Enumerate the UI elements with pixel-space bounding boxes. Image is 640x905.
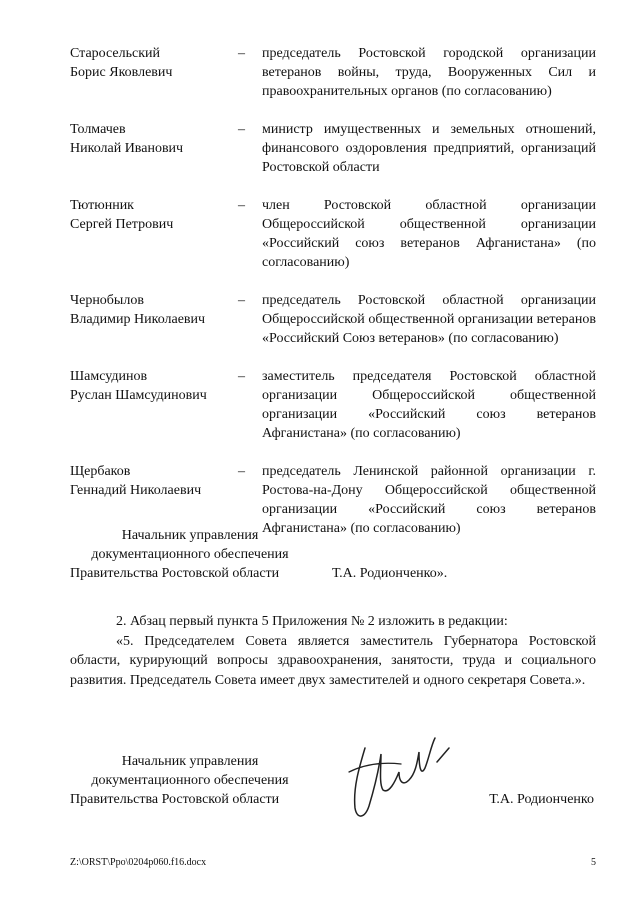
signatory-title-line: документационного обеспечения <box>91 773 289 788</box>
paragraph: 2. Абзац первый пункта 5 Приложения № 2 изложить в редакции: <box>116 614 508 629</box>
member-given-name: Борис Яковлевич <box>70 65 173 80</box>
member-surname: Щербаков <box>70 464 131 479</box>
member-given-name: Геннадий Николаевич <box>70 483 202 498</box>
member-given-name: Руслан Шамсудинович <box>70 388 207 403</box>
dash: – <box>238 369 245 384</box>
paragraph: «5. Председателем Совета является заместитель Губернатора Ростовской области, курирующий вопросы здравоохранения, занятости, труда и социального развития. Председатель Совета имеет двух заместителей и одного секретаря Совета.». <box>70 633 596 688</box>
signatory-name: Т.А. Родионченко <box>489 792 594 807</box>
member-name <box>70 367 238 443</box>
file-path: Z:\ORST\Ppo\0204p060.f16.docx <box>70 857 207 868</box>
member-name <box>70 44 238 101</box>
page-footer <box>70 857 596 868</box>
signatory-title-line: Начальник управления <box>121 528 259 543</box>
signatory-organization: Правительства Ростовской области <box>70 792 280 807</box>
member-surname: Толмачев <box>70 122 126 137</box>
member-entry <box>70 120 596 177</box>
dash: – <box>238 464 245 479</box>
member-surname: Чернобылов <box>70 293 144 308</box>
signatory-row <box>70 564 596 583</box>
dash: – <box>238 46 245 61</box>
member-name <box>70 196 238 272</box>
member-description: министр имущественных и земельных отношений, финансового оздоровления предприятий, организаций Ростовской области <box>262 122 596 175</box>
dash: – <box>238 293 245 308</box>
member-given-name: Сергей Петрович <box>70 217 174 232</box>
signature-block-second <box>70 752 596 809</box>
signature-block-first <box>70 526 596 583</box>
member-given-name: Владимир Николаевич <box>70 312 206 327</box>
member-entry <box>70 196 596 272</box>
signatory-organization: Правительства Ростовской области <box>70 566 280 581</box>
dash: – <box>238 198 245 213</box>
member-entry <box>70 44 596 101</box>
member-list <box>70 44 596 557</box>
member-name <box>70 291 238 348</box>
dash: – <box>238 122 245 137</box>
member-description: заместитель председателя Ростовской областной организации Общероссийской общественной организации «Российский союз ветеранов Афганистана» (по согласованию) <box>262 369 596 441</box>
member-description: председатель Ростовской областной организации Общероссийской общественной организации ветеранов «Российский Союз ветеранов» (по согласованию) <box>262 293 596 346</box>
signatory-name: Т.А. Родионченко». <box>332 566 448 581</box>
member-name <box>70 120 238 177</box>
member-surname: Тютюнник <box>70 198 134 213</box>
member-description: председатель Ростовской городской организации ветеранов войны, труда, Вооруженных Сил и правоохранительных органов (по согласованию) <box>262 46 596 99</box>
member-entry <box>70 367 596 443</box>
amendment-text <box>70 612 596 690</box>
member-entry <box>70 291 596 348</box>
member-description: председатель Ленинской районной организации г. Ростова-на-Дону Общероссийской общественной организации «Российский союз ветеранов Афганистана» (по согласованию) <box>262 464 596 536</box>
handwritten-signature <box>335 728 455 828</box>
signatory-title-line: документационного обеспечения <box>91 547 289 562</box>
member-given-name: Николай Иванович <box>70 141 184 156</box>
member-surname: Шамсудинов <box>70 369 148 384</box>
page-number: 5 <box>591 857 596 868</box>
signatory-title-line: Начальник управления <box>121 754 259 769</box>
member-description: член Ростовской областной организации Общероссийской общественной организации «Российский союз ветеранов Афганистана» (по согласованию) <box>262 198 596 270</box>
member-surname: Старосельский <box>70 46 160 61</box>
